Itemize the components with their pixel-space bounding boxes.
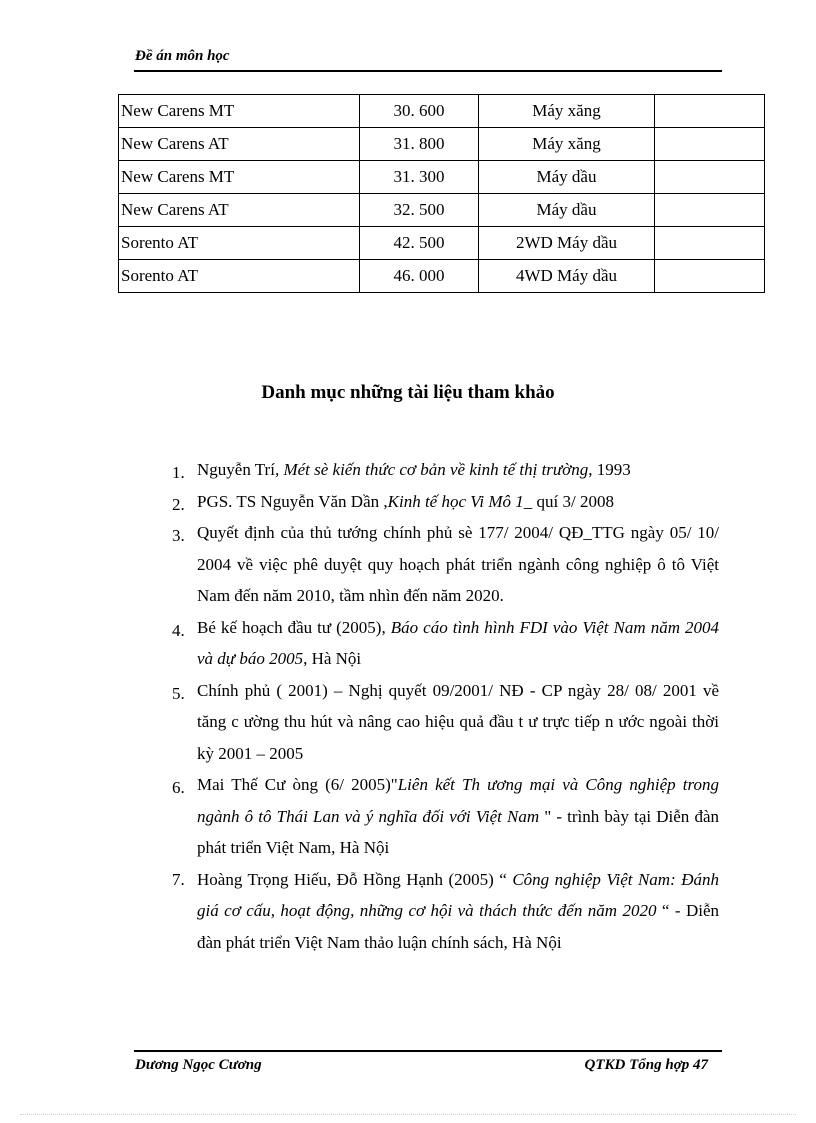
ref-title: , Mét sè kiến thức cơ bản về kinh tế thị trường <box>274 460 589 479</box>
list-item <box>172 769 719 864</box>
ref-tail: quí 3/ 2008 <box>532 491 614 511</box>
ref-text: Chính phủ ( 2001) – Nghị quyết 09/2001/ NĐ - CP ngày 28/ 08/ 2001 về tăng c ường thu hút và nâng cao hiệu quả đầu t ư trực tiếp n ước ngoài thời kỳ 2001 – 2005 <box>197 680 719 763</box>
ref-text: Quyết định của thủ tướng chính phủ sè 177/ 2004/ QĐ_TTG ngày 05/ 10/ 2004 về việc phê duyệt quy hoạch phát triển ngành công nghiệp ô tô Việt Nam đến năm 2010, tầm nhìn đến năm 2020. <box>197 523 719 605</box>
ref-title: Liên kết Th ương mại và Công nghiệp trong ngành ô tô Thái Lan và ý nghĩa đối với Việt Nam <box>197 775 719 826</box>
ref-title: Báo cáo tình hình FDI vào Việt Nam năm 2004 và dự báo 2005 <box>197 617 720 668</box>
list-number: 1. <box>172 463 185 482</box>
ref-title: Công nghiệp Việt Nam: Đánh giá cơ cấu, hoạt động, những cơ hội và thách thức đến năm 2020 <box>197 869 719 920</box>
note-cell <box>655 95 765 128</box>
ref-text: PGS. TS Nguyễn Văn Dần , <box>197 491 388 511</box>
header-divider <box>134 70 722 72</box>
ref-text: Mai Thế Cư òng (6/ 2005)" <box>197 775 398 794</box>
price-cell: 32. 500 <box>360 194 479 227</box>
references-title: Danh mục những tài liệu tham khảo <box>261 382 555 403</box>
table-row <box>119 227 765 260</box>
engine-cell: Máy dầu <box>479 161 655 194</box>
table-row <box>119 194 765 227</box>
model-cell: New Carens AT <box>119 194 360 227</box>
page-bottom-divider <box>20 1114 796 1115</box>
price-cell: 30. 600 <box>360 95 479 128</box>
list-number: 6. <box>172 778 185 797</box>
list-number: 4. <box>172 620 185 640</box>
price-cell: 31. 800 <box>360 128 479 161</box>
engine-cell: 4WD Máy dầu <box>479 260 655 293</box>
note-cell <box>655 128 765 161</box>
table-row <box>119 161 765 194</box>
engine-cell: Máy xăng <box>479 95 655 128</box>
list-number: 7. <box>172 869 185 889</box>
model-cell: New Carens AT <box>119 128 360 161</box>
note-cell <box>655 194 765 227</box>
model-cell: New Carens MT <box>119 95 360 128</box>
table-row <box>119 128 765 161</box>
list-number: 5. <box>172 683 185 703</box>
ref-tail: " - trình bày tại Diễn đàn phát triển Việt Nam, Hà Nội <box>197 806 719 857</box>
list-number: 3. <box>172 526 185 545</box>
ref-tail: “ - Diễn đàn phát triển Việt Nam thảo luận chính sách, Hà Nội <box>197 901 719 952</box>
list-item <box>172 454 719 486</box>
list-item <box>172 517 719 612</box>
list-item <box>172 864 719 959</box>
price-cell: 31. 300 <box>360 161 479 194</box>
ref-text: Nguyễn Trí <box>197 460 275 479</box>
model-cell: New Carens MT <box>119 161 360 194</box>
list-item <box>172 612 719 675</box>
references-list <box>172 454 719 958</box>
price-cell: 46. 000 <box>360 260 479 293</box>
table-row <box>119 95 765 128</box>
engine-cell: 2WD Máy dầu <box>479 227 655 260</box>
note-cell <box>655 260 765 293</box>
engine-cell: Máy dầu <box>479 194 655 227</box>
engine-cell: Máy xăng <box>479 128 655 161</box>
ref-tail: , Hà Nội <box>303 649 362 668</box>
note-cell <box>655 161 765 194</box>
ref-title: Kinh tế học Vi Mô 1_ <box>387 491 533 511</box>
model-cell: Sorento AT <box>119 227 360 260</box>
note-cell <box>655 227 765 260</box>
list-item <box>172 675 719 770</box>
footer-author: Dương Ngọc Cương <box>135 1057 262 1073</box>
footer-class-page: QTKD Tổng hợp 47 <box>584 1057 708 1073</box>
ref-tail: , 1993 <box>588 460 631 479</box>
table-row <box>119 260 765 293</box>
ref-text: Bé kế hoạch đầu tư (2005), <box>197 617 391 637</box>
list-item <box>172 486 719 518</box>
page-header-title: Đề án môn học <box>135 48 230 64</box>
price-table <box>118 94 765 293</box>
model-cell: Sorento AT <box>119 260 360 293</box>
list-number: 2. <box>172 494 185 514</box>
ref-text: Hoàng Trọng Hiếu, Đỗ Hồng Hạnh (2005) “ <box>197 869 513 889</box>
price-cell: 42. 500 <box>360 227 479 260</box>
footer-divider <box>134 1050 722 1052</box>
